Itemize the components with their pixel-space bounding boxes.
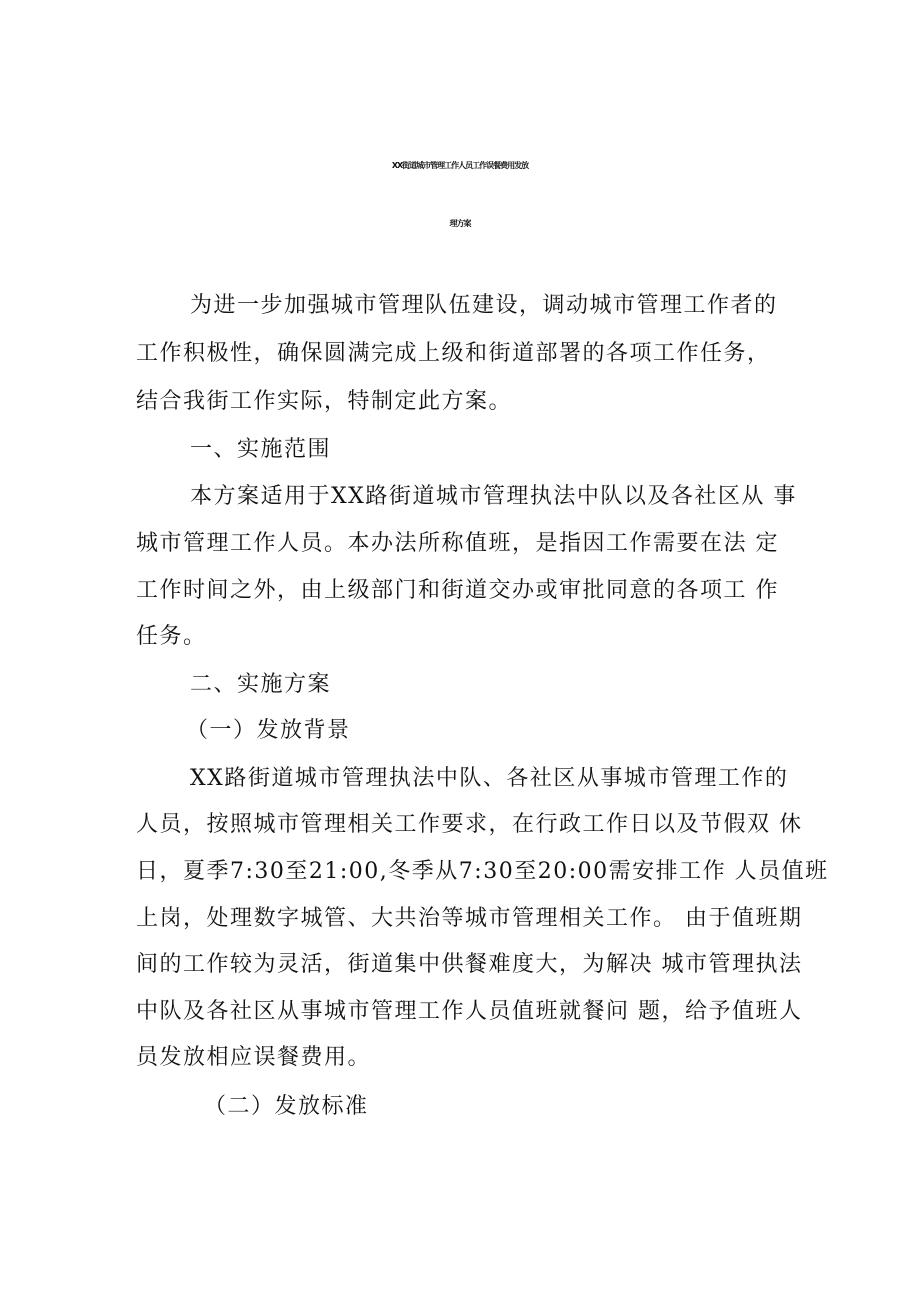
subsection-2-heading: （二）发放标准 <box>204 1094 369 1119</box>
subsection-1-line-2: 人员，按照城市管理相关工作要求，在行政工作日以及节假双 休 <box>136 812 803 837</box>
subsection-1-line-5: 间的工作较为灵活，街道集中供餐难度大，为解决 城市管理执法 <box>136 952 803 977</box>
section-1-line-3: 工作时间之外，由上级部门和街道交办或审批同意的各项工 作 <box>136 578 779 603</box>
section-1-line-4: 任务。 <box>136 624 207 649</box>
document-title-line-1: XX街道城市管理工作人员工作误餐费用发放 <box>391 161 529 170</box>
section-1-line-1: 本方案适用于XX路街道城市管理执法中队以及各社区从 事 <box>190 484 797 509</box>
intro-line-3: 结合我街工作实际，特制定此方案。 <box>136 389 513 414</box>
subsection-1-line-4: 上岗，处理数字城管、大共治等城市管理相关工作。 由于值班期 <box>136 906 803 931</box>
section-1-heading: 一、实施范围 <box>190 437 332 462</box>
intro-line-2: 工作积极性，确保圆满完成上级和街道部署的各项工作任务， <box>136 341 771 366</box>
section-2-heading: 二、实施方案 <box>190 672 332 697</box>
subsection-1-line-7: 员发放相应误餐费用。 <box>136 1045 372 1070</box>
subsection-1-line-1: XX路街道城市管理执法中队、各社区从事城市管理工作的 <box>190 766 789 791</box>
subsection-1-heading: （一）发放背景 <box>186 718 351 743</box>
document-title-line-2: 理方案 <box>449 219 471 228</box>
intro-line-1: 为进一步加强城市管理队伍建设，调动城市管理工作者的 <box>190 293 778 318</box>
subsection-1-line-6: 中队及各社区从事城市管理工作人员值班就餐问 题，给予值班人 <box>136 999 803 1024</box>
section-1-line-2: 城市管理工作人员。本办法所称值班，是指因工作需要在法 定 <box>136 531 779 556</box>
subsection-1-line-3: 日，夏季7:30至21:00,冬季从7:30至20:00需安排工作 人员值班 <box>136 859 829 884</box>
